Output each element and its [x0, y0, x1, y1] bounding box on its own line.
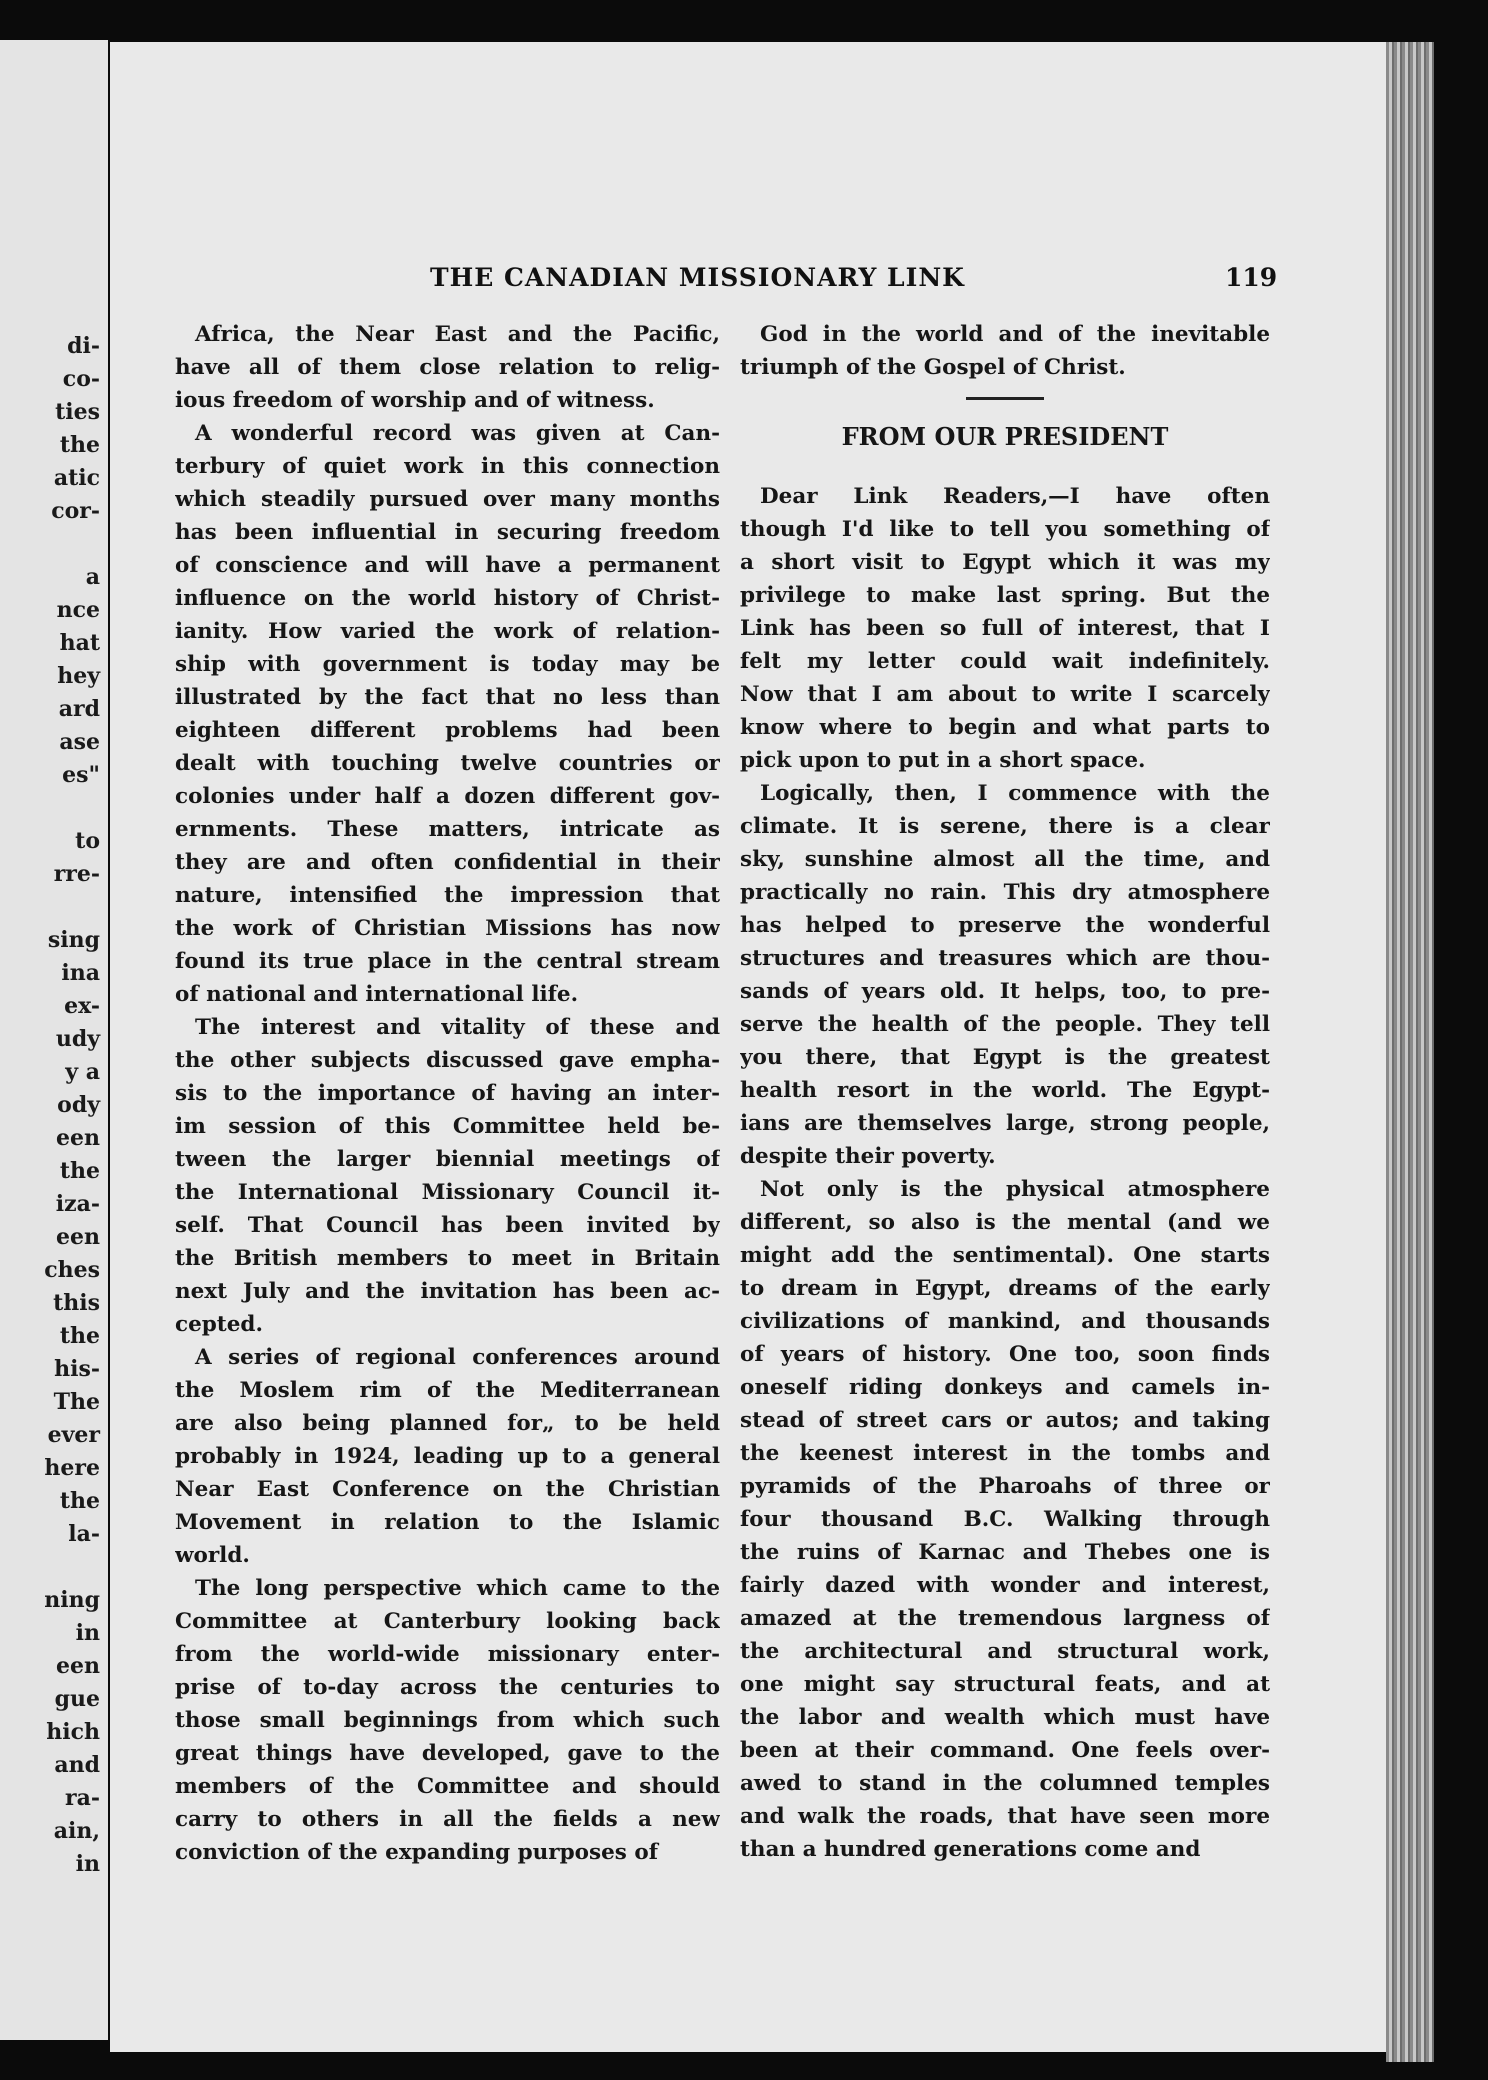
text-line: the architectural and structural work, [740, 1639, 1270, 1664]
facing-page-fragment: co- [62, 366, 100, 392]
text-line: nature, intensified the impression that [175, 883, 720, 908]
text-line: the keenest interest in the tombs and [740, 1441, 1270, 1466]
text-line: despite their poverty. [740, 1144, 996, 1169]
paragraph [175, 417, 720, 1011]
text-line: fairly dazed with wonder and interest, [740, 1573, 1270, 1598]
text-line: conviction of the expanding purposes of [175, 1840, 658, 1865]
text-line: colonies under half a dozen different gov- [175, 784, 720, 809]
facing-page-fragment: hat [59, 630, 100, 656]
facing-page-fragment [0, 1551, 100, 1584]
facing-page-fragment: in [75, 1851, 100, 1877]
text-line: the Moslem rim of the Mediterranean [175, 1378, 720, 1403]
facing-page-fragment: in [75, 1620, 100, 1646]
facing-page-fragment: een [56, 1125, 100, 1151]
text-line: great things have developed, gave to the [175, 1741, 720, 1766]
text-line: ious freedom of worship and of witness. [175, 388, 655, 413]
facing-page-fragment: ever [47, 1422, 100, 1448]
text-line: Africa, the Near East and the Pacific, [195, 322, 720, 347]
facing-page-fragment: iza- [55, 1191, 100, 1217]
text-line: Dear Link Readers,—I have often [760, 484, 1270, 509]
text-line: tween the larger biennial meetings of [175, 1147, 720, 1172]
text-line: the International Missionary Council it- [175, 1180, 720, 1205]
text-line: oneself riding donkeys and camels in- [740, 1375, 1270, 1400]
text-line: triumph of the Gospel of Christ. [740, 355, 1126, 380]
facing-page-fragment: hich [46, 1719, 100, 1745]
text-line: probably in 1924, leading up to a general [175, 1444, 720, 1469]
facing-page-fragment: his- [54, 1356, 100, 1382]
text-line: prise of to-day across the centuries to [175, 1675, 720, 1700]
facing-page-fragment: this [53, 1290, 100, 1316]
text-line: eighteen different problems had been [175, 718, 720, 743]
facing-page-fragment: ches [44, 1257, 100, 1283]
text-line: know where to begin and what parts to [740, 715, 1270, 740]
text-line: structures and treasures which are thou- [740, 946, 1270, 971]
facing-page-fragment: cor- [51, 498, 100, 524]
text-line: influence on the world history of Christ- [175, 586, 720, 611]
facing-page-fragment: The [53, 1389, 100, 1415]
facing-page-fragment [0, 792, 100, 825]
text-line: world. [175, 1543, 250, 1568]
paragraph [175, 318, 720, 417]
text-line: a short visit to Egypt which it was my [740, 550, 1270, 575]
text-line: amazed at the tremendous largness of [740, 1606, 1270, 1631]
text-line: climate. It is serene, there is a clear [740, 814, 1270, 839]
facing-page-fragment: la- [68, 1521, 100, 1547]
text-line: one might say structural feats, and at [740, 1672, 1270, 1697]
text-line: has been influential in securing freedom [175, 520, 720, 545]
text-line: has helped to preserve the wonderful [740, 913, 1270, 938]
facing-page-fragment: di- [67, 333, 100, 359]
text-line: Link has been so full of interest, that I [740, 616, 1270, 641]
facing-page-strip [0, 40, 108, 2040]
text-line: cepted. [175, 1312, 263, 1337]
facing-page-fragment: y a [65, 1059, 100, 1085]
text-line: different, so also is the mental (and we [740, 1210, 1270, 1235]
facing-page-fragment: the [59, 1323, 100, 1349]
facing-page-fragment [0, 891, 100, 924]
text-line: of national and international life. [175, 982, 579, 1007]
text-line: have all of them close relation to relig- [175, 355, 720, 380]
text-line: illustrated by the fact that no less than [175, 685, 720, 710]
text-line: Now that I am about to write I scarcely [740, 682, 1270, 707]
text-line: are also being planned for„ to be held [175, 1411, 720, 1436]
text-line: ship with government is today may be [175, 652, 720, 677]
text-line: the other subjects discussed gave empha- [175, 1048, 720, 1073]
facing-page-fragment: sing [47, 927, 100, 953]
text-line: ianity. How varied the work of relation- [175, 619, 720, 644]
text-line: though I'd like to tell you something of [740, 517, 1270, 542]
text-line: Movement in relation to the Islamic [175, 1510, 720, 1535]
facing-page-fragment: hey [57, 663, 100, 689]
facing-page-fragment: the [59, 432, 100, 458]
text-line: the ruins of Karnac and Thebes one is [740, 1540, 1270, 1565]
text-line: might add the sentimental). One starts [740, 1243, 1270, 1268]
paragraph [740, 777, 1270, 1173]
paragraph [175, 1572, 720, 1869]
text-line: Not only is the physical atmosphere [760, 1177, 1270, 1202]
text-line: next July and the invitation has been ac- [175, 1279, 720, 1304]
facing-page-fragment: ody [57, 1092, 100, 1118]
text-line: pick upon to put in a short space. [740, 748, 1146, 773]
facing-page-fragment: rre- [53, 861, 100, 887]
text-line: members of the Committee and should [175, 1774, 720, 1799]
text-line: been at their command. One feels over- [740, 1738, 1270, 1763]
facing-page-fragment [0, 528, 100, 561]
facing-page-fragment: ra- [65, 1785, 100, 1811]
text-line: they are and often confidential in their [175, 850, 720, 875]
text-line: dealt with touching twelve countries or [175, 751, 720, 776]
text-line: than a hundred generations come and [740, 1837, 1201, 1862]
paragraph [740, 318, 1270, 384]
facing-page-fragment: atic [53, 465, 100, 491]
facing-page-fragment: ties [55, 399, 100, 425]
facing-page-fragment: gue [54, 1686, 100, 1712]
text-line: health resort in the world. The Egypt- [740, 1078, 1270, 1103]
text-line: Near East Conference on the Christian [175, 1477, 720, 1502]
facing-page-fragment: ning [44, 1587, 100, 1613]
facing-page-fragment: ex- [64, 993, 100, 1019]
text-line: felt my letter could wait indefinitely. [740, 649, 1270, 674]
section-divider [966, 397, 1044, 400]
text-line: which steadily pursued over many months [175, 487, 720, 512]
text-line: A wonderful record was given at Can- [195, 421, 720, 446]
text-line: carry to others in all the fields a new [175, 1807, 720, 1832]
text-line: serve the health of the people. They tell [740, 1012, 1270, 1037]
text-line: Logically, then, I commence with the [760, 781, 1270, 806]
text-line: terbury of quiet work in this connection [175, 454, 720, 479]
paragraph [740, 1173, 1270, 1866]
section-title: FROM OUR PRESIDENT [841, 422, 1169, 451]
text-line: found its true place in the central stream [175, 949, 720, 974]
facing-page-fragment: to [75, 828, 100, 854]
paragraph [175, 1341, 720, 1572]
facing-page-text-fragments [0, 330, 100, 1881]
text-line: of years of history. One too, soon finds [740, 1342, 1270, 1367]
text-line: of conscience and will have a permanent [175, 553, 720, 578]
paragraph [175, 1011, 720, 1341]
text-line: awed to stand in the columned temples [740, 1771, 1270, 1796]
facing-page-fragment: a [85, 564, 100, 590]
text-line: The interest and vitality of these and [195, 1015, 720, 1040]
text-line: the labor and wealth which must have [740, 1705, 1270, 1730]
paragraph [740, 480, 1270, 777]
text-line: the work of Christian Missions has now [175, 916, 720, 941]
text-line: ians are themselves large, strong people, [740, 1111, 1270, 1136]
text-line: sis to the importance of having an inter- [175, 1081, 720, 1106]
facing-page-fragment: nce [56, 597, 100, 623]
text-line: civilizations of mankind, and thousands [740, 1309, 1270, 1334]
right-column-body [740, 480, 1270, 1866]
facing-page-fragment: es" [62, 762, 100, 788]
text-line: from the world-wide missionary enter- [175, 1642, 720, 1667]
text-line: Committee at Canterbury looking back [175, 1609, 720, 1634]
running-head: THE CANADIAN MISSIONARY LINK [430, 263, 965, 292]
facing-page-fragment: ain, [53, 1818, 100, 1844]
text-line: and walk the roads, that have seen more [740, 1804, 1270, 1829]
text-line: ernments. These matters, intricate as [175, 817, 720, 842]
right-column [740, 318, 1270, 1866]
text-line: sky, sunshine almost all the time, and [740, 847, 1270, 872]
facing-page-fragment: udy [55, 1026, 100, 1052]
facing-page-fragment: the [59, 1158, 100, 1184]
facing-page-fragment: een [56, 1653, 100, 1679]
text-line: The long perspective which came to the [195, 1576, 720, 1601]
facing-page-fragment: ase [59, 729, 100, 755]
text-line: four thousand B.C. Walking through [740, 1507, 1270, 1532]
page-edges [1386, 42, 1434, 2062]
text-line: God in the world and of the inevitable [760, 322, 1270, 347]
facing-page-fragment: ard [58, 696, 100, 722]
text-line: self. That Council has been invited by [175, 1213, 720, 1238]
text-line: pyramids of the Pharoahs of three or [740, 1474, 1270, 1499]
text-line: you there, that Egypt is the greatest [740, 1045, 1270, 1070]
left-column [175, 318, 720, 1869]
right-column-intro [740, 318, 1270, 384]
text-line: im session of this Committee held be- [175, 1114, 720, 1139]
page-number: 119 [1225, 263, 1278, 292]
facing-page-fragment: and [54, 1752, 100, 1778]
facing-page-fragment: een [56, 1224, 100, 1250]
text-line: the British members to meet in Britain [175, 1246, 720, 1271]
text-line: A series of regional conferences around [195, 1345, 720, 1370]
facing-page-fragment: the [59, 1488, 100, 1514]
text-line: practically no rain. This dry atmosphere [740, 880, 1270, 905]
text-line: stead of street cars or autos; and taking [740, 1408, 1270, 1433]
text-line: to dream in Egypt, dreams of the early [740, 1276, 1270, 1301]
facing-page-fragment: here [44, 1455, 100, 1481]
text-line: privilege to make last spring. But the [740, 583, 1270, 608]
text-line: those small beginnings from which such [175, 1708, 720, 1733]
text-line: sands of years old. It helps, too, to pre- [740, 979, 1270, 1004]
facing-page-fragment: ina [61, 960, 100, 986]
